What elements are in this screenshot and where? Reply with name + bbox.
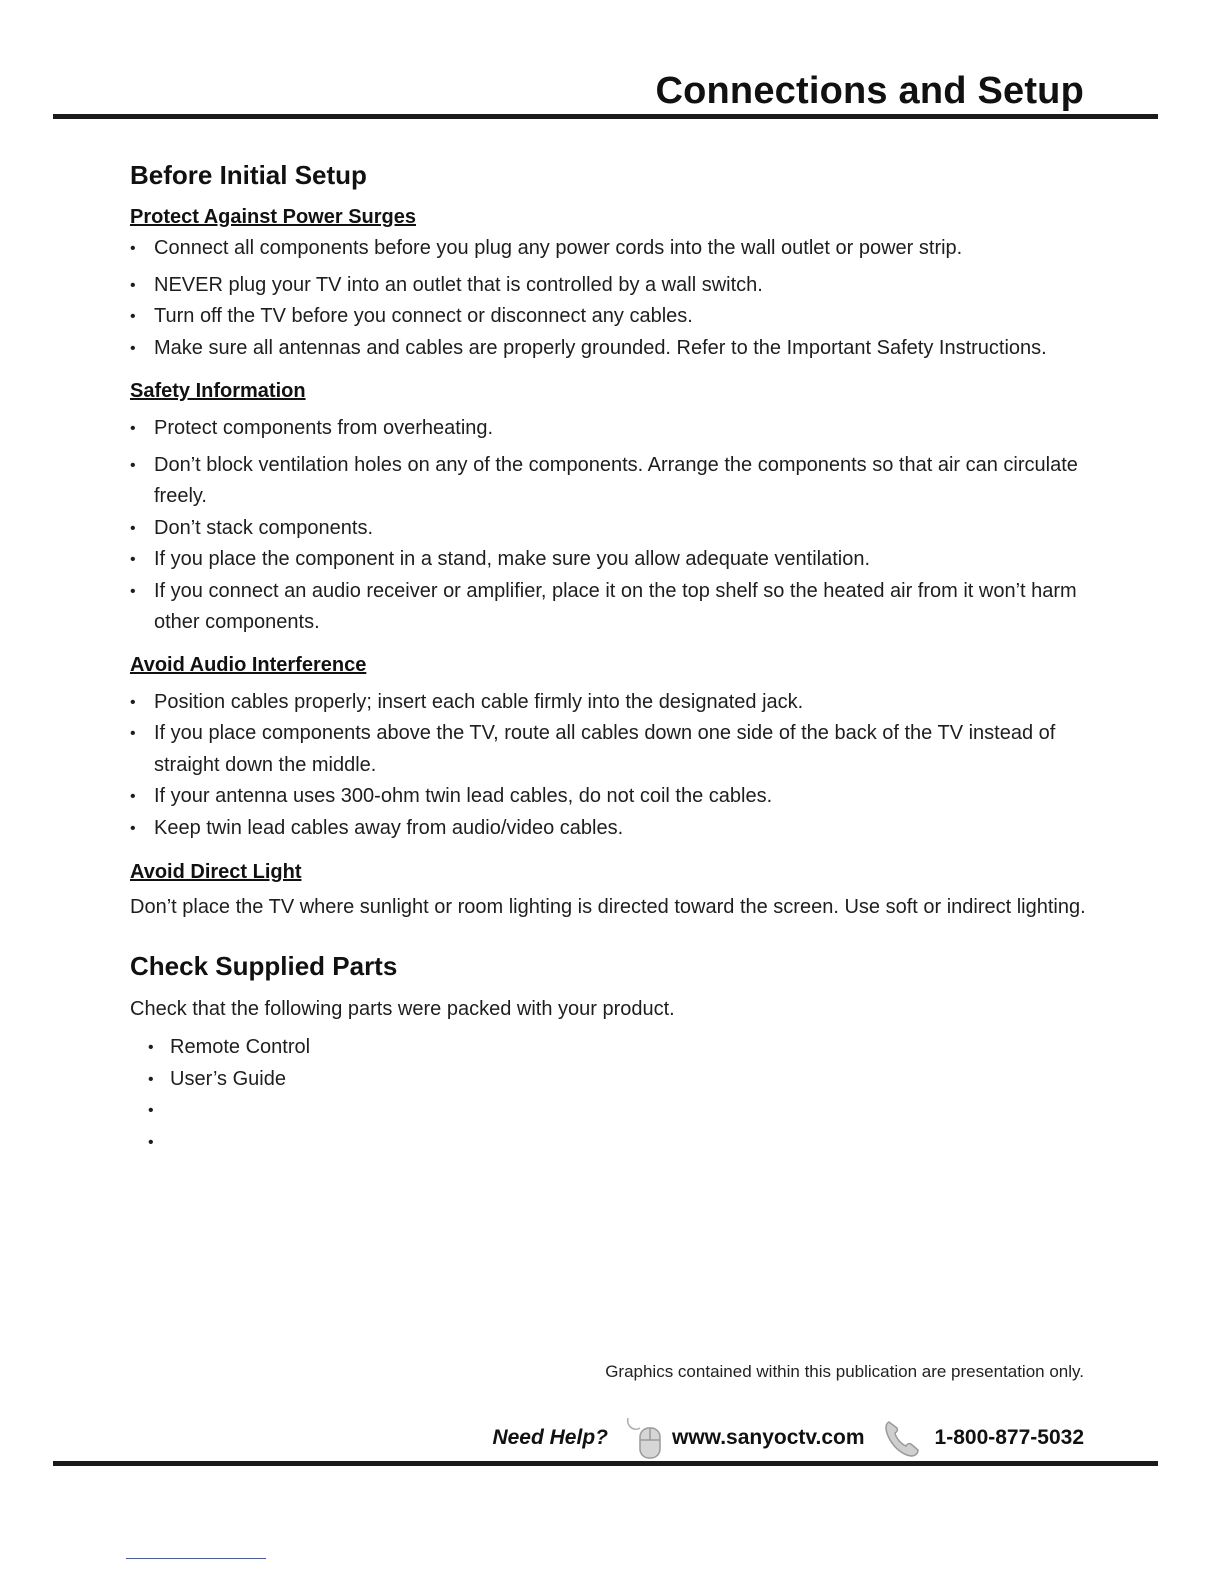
phone-number[interactable]: 1-800-877-5032 — [934, 1426, 1084, 1449]
list-item: • If your antenna uses 300-ohm twin lead cables, do not coil the cables. — [130, 781, 1090, 813]
list-item: • Remote Control — [130, 1032, 1090, 1064]
list-item: • Position cables properly; insert each cable firmly into the designated jack. — [130, 687, 1090, 719]
website-link[interactable]: www.sanyoctv.com — [671, 1426, 865, 1449]
graphics-note: Graphics contained within this publication are presentation only. — [605, 1362, 1084, 1381]
list-item: • If you connect an audio receiver or amplifier, place it on the top shelf so the heated air from it won’t harm other components. — [130, 576, 1090, 639]
main-content — [130, 160, 1090, 1158]
list-item: • Protect components from overheating. — [130, 413, 1090, 445]
audio-interference-heading: Avoid Audio Interference — [130, 653, 367, 676]
list-item — [130, 1127, 1090, 1159]
list-item: • Make sure all antennas and cables are properly grounded. Refer to the Important Safety Instructions. — [130, 333, 1090, 365]
audio-interference-list — [130, 687, 1090, 845]
list-item: • Turn off the TV before you connect or disconnect any cables. — [130, 301, 1090, 333]
list-item: • Don’t stack components. — [130, 513, 1090, 545]
need-help-label: Need Help? — [492, 1426, 608, 1449]
header-rule — [53, 114, 1158, 119]
footer-divider — [126, 1558, 266, 1559]
safety-heading: Safety Information — [130, 380, 306, 402]
supplied-parts-intro: Check that the following parts were packed with your product. — [130, 998, 675, 1020]
list-item — [130, 1095, 1090, 1127]
supplied-parts-list — [130, 1032, 1090, 1158]
footer-rule — [53, 1461, 1158, 1466]
safety-list — [130, 413, 1090, 639]
list-item: • If you place the component in a stand, make sure you allow adequate ventilation. — [130, 544, 1090, 576]
list-item: • Don’t block ventilation holes on any of the components. Arrange the components so that air can circulate freely. — [130, 450, 1090, 513]
phone-icon — [883, 1418, 921, 1458]
power-surges-heading: Protect Against Power Surges — [130, 206, 416, 228]
list-item: • If you place components above the TV, route all cables down one side of the back of the TV instead of straight down the middle. — [130, 718, 1090, 781]
mouse-icon — [624, 1416, 664, 1460]
supplied-parts-heading: Check Supplied Parts — [130, 951, 398, 981]
page-title: Connections and Setup — [655, 70, 1084, 112]
list-item: • User’s Guide — [130, 1064, 1090, 1096]
before-setup-heading: Before Initial Setup — [130, 160, 367, 190]
power-surges-list — [130, 233, 1090, 364]
direct-light-text: Don’t place the TV where sunlight or room lighting is directed toward the screen. Use soft or indirect lighting. — [130, 896, 1086, 918]
list-item: • NEVER plug your TV into an outlet that is controlled by a wall switch. — [130, 270, 1090, 302]
direct-light-heading: Avoid Direct Light — [130, 861, 302, 883]
list-item: • Keep twin lead cables away from audio/video cables. — [130, 813, 1090, 845]
list-item: • Connect all components before you plug any power cords into the wall outlet or power strip. — [130, 233, 1090, 265]
help-bar — [492, 1416, 1084, 1460]
